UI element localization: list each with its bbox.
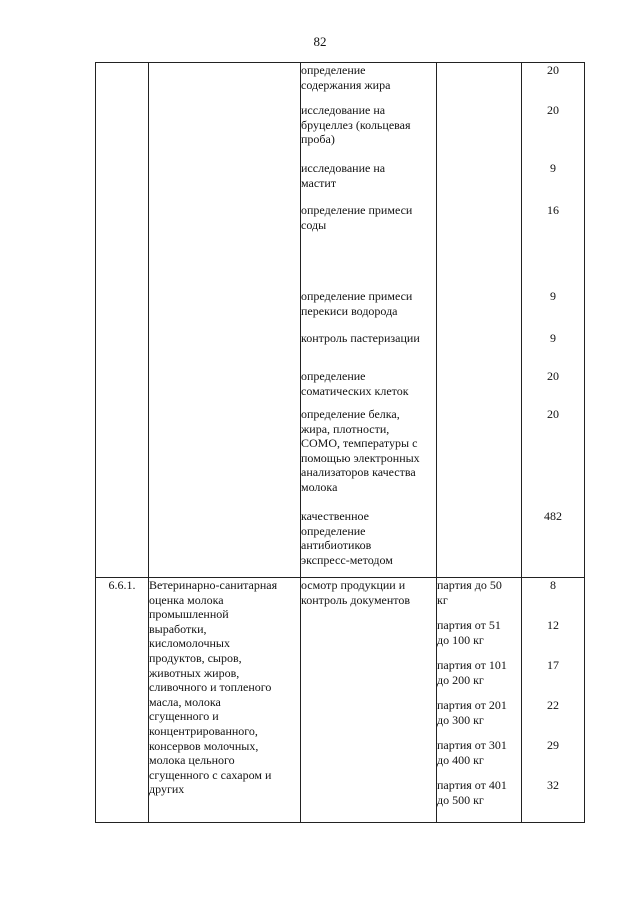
procedure-item: исследование на мастит — [301, 161, 386, 190]
price-value: 9 — [550, 289, 556, 303]
batch-cell — [437, 63, 522, 578]
batch-range: партия от 101 до 200 кг — [437, 658, 507, 687]
price-value: 20 — [547, 103, 559, 117]
procedure-item: определение примеси перекиси водорода — [301, 289, 413, 318]
procedure-item: контроль пастеризации — [301, 331, 420, 345]
item-number: 6.6.1. — [96, 578, 149, 823]
batch-range: партия от 301 до 400 кг — [437, 738, 507, 767]
price-value: 12 — [547, 618, 559, 632]
procedure-item: исследование на бруцеллез (кольцевая проба) — [301, 103, 411, 147]
batch-range: партия от 401 до 500 кг — [437, 778, 507, 807]
procedure-item: определение соматических клеток — [301, 369, 409, 398]
price-value: 482 — [544, 509, 562, 523]
price-value: 8 — [550, 578, 556, 592]
batch-range: партия от 201 до 300 кг — [437, 698, 507, 727]
price-value: 16 — [547, 203, 559, 217]
price-value: 20 — [547, 369, 559, 383]
price-value: 29 — [547, 738, 559, 752]
table-row — [96, 63, 585, 578]
price-value: 17 — [547, 658, 559, 672]
price-value: 9 — [550, 331, 556, 345]
price-value: 9 — [550, 161, 556, 175]
procedure-cell — [301, 63, 437, 578]
page-number: 82 — [313, 34, 327, 49]
procedure-item: определение примеси соды — [301, 203, 413, 232]
number-cell — [96, 63, 149, 578]
price-cell — [522, 578, 585, 823]
procedure-cell — [301, 578, 437, 823]
procedure-item: определение белка, жира, плотности, СОМО, температуры с помощью электронных анализаторов качества молока — [301, 407, 420, 494]
price-cell — [522, 63, 585, 578]
service-description — [149, 578, 301, 823]
price-value: 20 — [547, 63, 559, 77]
tariff-table — [95, 62, 585, 823]
procedure-item: качественное определение антибиотиков экспресс-методом — [301, 509, 393, 567]
price-value: 32 — [547, 778, 559, 792]
price-value: 20 — [547, 407, 559, 421]
batch-range: партия от 51 до 100 кг — [437, 618, 501, 647]
table-row — [96, 578, 585, 823]
price-value: 22 — [547, 698, 559, 712]
service-text: Ветеринарно-санитарная оценка молока промышленной выработки, кисломолочных продуктов, сыров, животных жиров, сливочного и топленого масла, молока сгущенного и концентрированного, консервов молочных, молока цельного сгущенного с сахаром и других — [149, 578, 278, 797]
service-cell — [149, 63, 301, 578]
batch-range: партия до 50 кг — [437, 578, 502, 607]
batch-cell — [437, 578, 522, 823]
procedure-item: определение содержания жира — [301, 63, 391, 92]
procedure-text: осмотр продукции и контроль документов — [301, 578, 411, 607]
